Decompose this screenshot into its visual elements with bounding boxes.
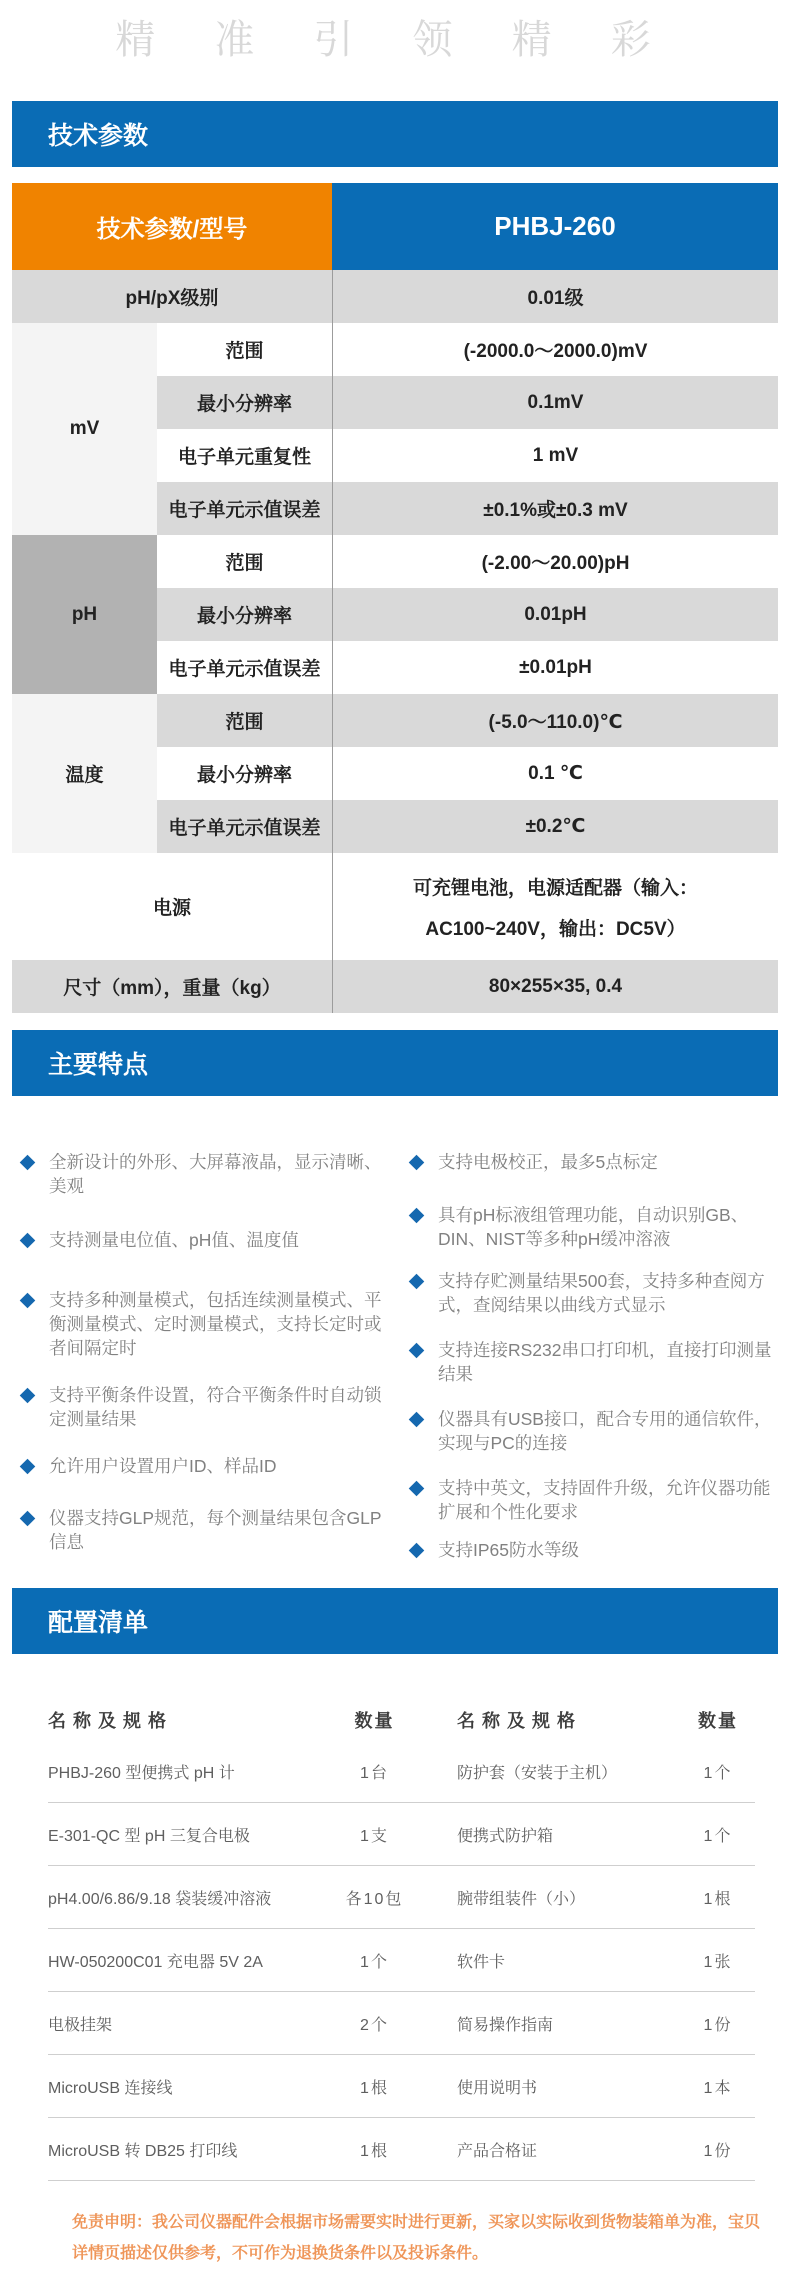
item-qty: 1个 bbox=[703, 1764, 733, 1782]
item-name: 软件卡 bbox=[457, 1953, 506, 1971]
item-name: MicroUSB 连接线 bbox=[48, 2079, 173, 2097]
diamond-bullet-icon bbox=[409, 1481, 425, 1497]
spec-table bbox=[12, 183, 778, 1013]
spec-value-power-line1: 可充锂电池，电源适配器（输入： bbox=[412, 877, 698, 899]
feature-item bbox=[14, 1228, 387, 1252]
feature-text: 支持中英文，支持固件升级，允许仪器功能扩展和个性化要求 bbox=[438, 1478, 771, 1522]
spec-value-grade: 0.01级 bbox=[332, 270, 778, 323]
feature-text: 允许用户设置用户ID、样品ID bbox=[49, 1456, 277, 1476]
disclaimer-text: 免责申明：我公司仪器配件会根据市场需要实时进行更新，买家以实际收到货物装箱单为准，宝贝详情页描述仅供参考，不可作为退换货条件以及投诉条件。 bbox=[72, 2214, 761, 2262]
feature-item bbox=[403, 1476, 776, 1524]
feature-item bbox=[403, 1203, 776, 1251]
brand-watermark: 精 准 引 领 精 彩 bbox=[115, 18, 675, 62]
spec-value: 0.1 ℃ bbox=[332, 747, 778, 800]
feature-item bbox=[14, 1383, 387, 1431]
spec-value: ±0.1%或±0.3 mV bbox=[332, 482, 778, 535]
feature-item bbox=[14, 1150, 387, 1198]
section-bar-features bbox=[12, 1030, 778, 1096]
feature-item bbox=[403, 1538, 776, 1562]
feature-item bbox=[403, 1150, 776, 1174]
spec-header-model: PHBJ-260 bbox=[332, 183, 778, 270]
item-qty: 1个 bbox=[360, 1953, 389, 1971]
spec-value: 1 mV bbox=[332, 429, 778, 482]
diamond-bullet-icon bbox=[20, 1388, 36, 1404]
table-row bbox=[48, 1929, 755, 1992]
table-row bbox=[48, 1740, 755, 1803]
packing-header-name1: 名称及规格 bbox=[48, 1711, 173, 1731]
packing-header-qty1: 数量 bbox=[354, 1711, 395, 1731]
diamond-bullet-icon bbox=[409, 1543, 425, 1559]
spec-group-ph: pH bbox=[12, 535, 157, 694]
item-name: pH4.00/6.86/9.18 袋装缓冲溶液 bbox=[48, 1890, 272, 1908]
spec-label: 最小分辨率 bbox=[157, 747, 332, 800]
packing-header-qty2: 数量 bbox=[698, 1711, 738, 1731]
item-qty: 1根 bbox=[360, 2079, 389, 2097]
diamond-bullet-icon bbox=[20, 1293, 36, 1309]
spec-value: ±0.2℃ bbox=[332, 800, 778, 853]
item-qty: 1本 bbox=[703, 2079, 733, 2097]
section-title-features: 主要特点 bbox=[48, 1051, 149, 1079]
spec-label: 电子单元示值误差 bbox=[157, 641, 332, 694]
spec-value: (-2000.0～2000.0)mV bbox=[332, 323, 778, 376]
spec-label-power: 电源 bbox=[12, 853, 332, 960]
spec-label: 范围 bbox=[157, 323, 332, 376]
item-name: 简易操作指南 bbox=[457, 2016, 554, 2034]
item-qty: 1根 bbox=[703, 1890, 733, 1908]
diamond-bullet-icon bbox=[20, 1233, 36, 1249]
section-title-tech: 技术参数 bbox=[48, 122, 149, 150]
spec-value-power bbox=[332, 853, 778, 960]
feature-text: 具有pH标液组管理功能，自动识别GB、DIN、NIST等多种pH缓冲溶液 bbox=[438, 1205, 749, 1249]
spec-label: 范围 bbox=[157, 694, 332, 747]
item-name: 产品合格证 bbox=[457, 2142, 538, 2160]
spec-header-left: 技术参数/型号 bbox=[12, 183, 332, 270]
spec-value-power-line2: AC100~240V，输出：DC5V） bbox=[425, 918, 686, 940]
spec-label: 电子单元示值误差 bbox=[157, 800, 332, 853]
spec-label: 最小分辨率 bbox=[157, 376, 332, 429]
item-name: 使用说明书 bbox=[457, 2079, 538, 2097]
feature-text: 支持IP65防水等级 bbox=[438, 1540, 579, 1560]
spec-value-size: 80×255×35, 0.4 bbox=[332, 960, 778, 1013]
feature-text: 支持平衡条件设置，符合平衡条件时自动锁定测量结果 bbox=[49, 1385, 382, 1429]
section-bar-tech-params bbox=[12, 101, 778, 167]
item-qty: 1根 bbox=[360, 2142, 389, 2160]
spec-label: 最小分辨率 bbox=[157, 588, 332, 641]
item-name: PHBJ-260 型便携式 pH 计 bbox=[48, 1764, 235, 1782]
item-qty: 1份 bbox=[703, 2142, 733, 2160]
feature-item bbox=[14, 1506, 387, 1554]
diamond-bullet-icon bbox=[409, 1208, 425, 1224]
table-row bbox=[48, 2055, 755, 2118]
diamond-bullet-icon bbox=[409, 1155, 425, 1171]
feature-text: 仪器支持GLP规范，每个测量结果包含GLP信息 bbox=[49, 1508, 382, 1552]
item-name: 防护套（安装于主机） bbox=[457, 1764, 618, 1782]
item-name: MicroUSB 转 DB25 打印线 bbox=[48, 2142, 238, 2160]
spec-group-temp: 温度 bbox=[12, 694, 157, 853]
item-name: E-301-QC 型 pH 三复合电极 bbox=[48, 1827, 250, 1845]
feature-column-right bbox=[403, 1150, 776, 1588]
table-row bbox=[48, 1866, 755, 1929]
feature-text: 支持连接RS232串口打印机，直接打印测量结果 bbox=[438, 1340, 772, 1384]
packing-header-row bbox=[48, 1700, 755, 1740]
diamond-bullet-icon bbox=[20, 1511, 36, 1527]
packing-list-table bbox=[0, 1654, 790, 2181]
feature-text: 仪器具有USB接口，配合专用的通信软件，实现与PC的连接 bbox=[438, 1409, 772, 1453]
feature-item bbox=[403, 1338, 776, 1386]
diamond-bullet-icon bbox=[409, 1343, 425, 1359]
spec-value: ±0.01pH bbox=[332, 641, 778, 694]
table-row bbox=[48, 1992, 755, 2055]
diamond-bullet-icon bbox=[409, 1274, 425, 1290]
table-row bbox=[48, 2118, 755, 2181]
diamond-bullet-icon bbox=[20, 1155, 36, 1171]
spec-label-grade: pH/pX级别 bbox=[12, 270, 332, 323]
spec-group-mv: mV bbox=[12, 323, 157, 535]
feature-column-left bbox=[14, 1150, 387, 1588]
feature-item bbox=[403, 1269, 776, 1317]
item-qty: 1张 bbox=[703, 1953, 733, 1971]
packing-header-name2: 名称及规格 bbox=[457, 1711, 582, 1731]
feature-item bbox=[14, 1288, 387, 1360]
spec-value: 0.01pH bbox=[332, 588, 778, 641]
section-bar-packing bbox=[12, 1588, 778, 1654]
spec-value: (-2.00～20.00)pH bbox=[332, 535, 778, 588]
item-name: HW-050200C01 充电器 5V 2A bbox=[48, 1953, 263, 1971]
feature-item bbox=[14, 1454, 387, 1478]
feature-text: 支持电极校正，最多5点标定 bbox=[438, 1152, 658, 1172]
spec-value: 0.1mV bbox=[332, 376, 778, 429]
feature-text: 支持存贮测量结果500套，支持多种查阅方式，查阅结果以曲线方式显示 bbox=[438, 1271, 765, 1315]
spec-label: 电子单元重复性 bbox=[157, 429, 332, 482]
diamond-bullet-icon bbox=[20, 1459, 36, 1475]
item-name: 便携式防护箱 bbox=[457, 1827, 554, 1845]
diamond-bullet-icon bbox=[409, 1412, 425, 1428]
item-qty: 1台 bbox=[360, 1764, 389, 1782]
item-qty: 1份 bbox=[703, 2016, 733, 2034]
table-row bbox=[48, 1803, 755, 1866]
spec-label: 范围 bbox=[157, 535, 332, 588]
item-qty: 2个 bbox=[360, 2016, 389, 2034]
feature-text: 支持多种测量模式，包括连续测量模式、平衡测量模式、定时测量模式，支持长定时或者间隔定时 bbox=[49, 1290, 382, 1358]
item-qty: 1个 bbox=[703, 1827, 733, 1845]
item-qty: 各10包 bbox=[345, 1890, 404, 1908]
item-name: 腕带组装件（小） bbox=[457, 1890, 586, 1908]
feature-list bbox=[0, 1096, 790, 1588]
spec-value: (-5.0～110.0)℃ bbox=[332, 694, 778, 747]
item-name: 电极挂架 bbox=[48, 2016, 113, 2034]
spec-label-size: 尺寸（mm），重量（kg） bbox=[12, 960, 332, 1013]
item-qty: 1支 bbox=[360, 1827, 389, 1845]
feature-item bbox=[403, 1407, 776, 1455]
feature-text: 全新设计的外形、大屏幕液晶，显示清晰、美观 bbox=[49, 1152, 382, 1196]
section-title-packing: 配置清单 bbox=[48, 1609, 149, 1637]
feature-text: 支持测量电位值、pH值、温度值 bbox=[49, 1230, 299, 1250]
spec-label: 电子单元示值误差 bbox=[157, 482, 332, 535]
